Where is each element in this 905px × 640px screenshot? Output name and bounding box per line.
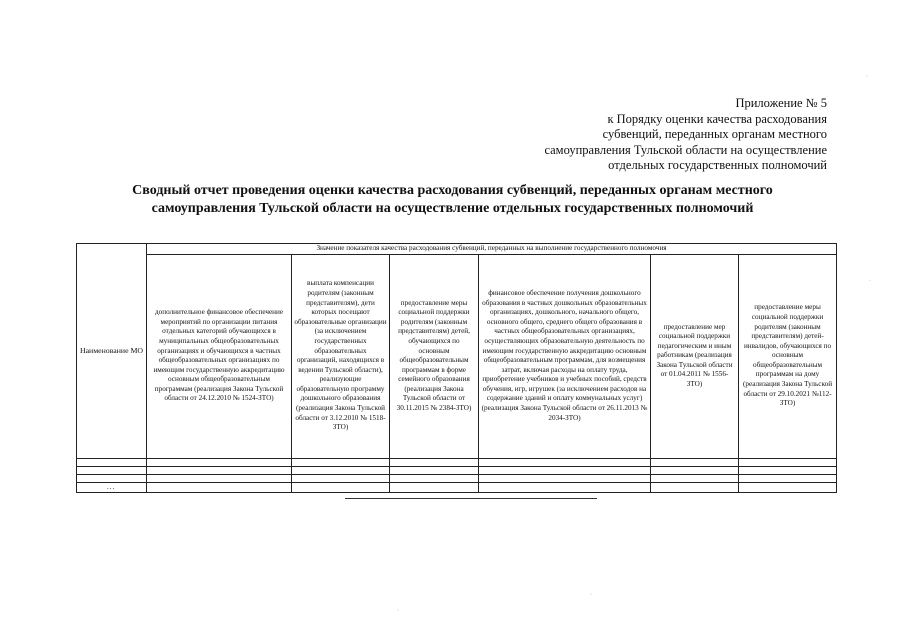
table-cell — [739, 482, 837, 493]
appendix-note — [544, 96, 827, 174]
table-cell — [147, 466, 292, 474]
header-row-span — [77, 244, 837, 255]
table-cell — [147, 482, 292, 493]
table-cell — [651, 482, 739, 493]
header-row-columns — [77, 254, 837, 458]
table-cell — [390, 474, 479, 482]
column-header-6: предоставление меры социальной поддержки родителям (законным представителям) детей-инвалидов, обучающихся по основным общеобразовательным программам на дому (реализация Закона Тульской области от 29.10.2021 №112-ЗТО) — [739, 254, 837, 458]
title-line-1: Сводный отчет проведения оценки качества расходования субвенций, переданных органам местного — [132, 183, 773, 198]
appendix-line-5: отдельных государственных полномочий — [608, 158, 827, 172]
table-cell — [147, 474, 292, 482]
table-cell — [651, 474, 739, 482]
title-line-2: самоуправления Тульской области на осуществление отдельных государственных полномочий — [151, 201, 754, 216]
column-header-5: предоставление мер социальной поддержки педагогическим и иным работникам (реализация Закона Тульской области от 01.04.2011 № 1556-ЗТО) — [651, 254, 739, 458]
table-row — [77, 466, 837, 474]
table-cell — [479, 482, 651, 493]
table-cell — [479, 474, 651, 482]
table-cell — [292, 474, 390, 482]
column-header-4: финансовое обеспечение получения дошкольного образования в частных дошкольных образовательных организациях, дошкольного, начального общего, основного общего, среднего общего образования в частных общеобразовательных организациях, осуществляющих образовательную деятельность по имеющим государственную аккредитацию основным общеобразовательным программам, для возмещения затрат, включая расходы на оплату труда, приобретение учебников и учебных пособий, средств обучения, игр, игрушек (за исключением расходов на содержание зданий и оплату коммунальных услуг) (реализация Закона Тульской области от 26.11.2013 № 2034-ЗТО) — [479, 254, 651, 458]
table-cell — [292, 466, 390, 474]
scan-speck: · — [869, 278, 871, 284]
table-cell — [651, 466, 739, 474]
table-row — [77, 458, 837, 466]
scan-speck: · — [590, 592, 592, 598]
table-cell — [739, 466, 837, 474]
appendix-line-1: Приложение № 5 — [735, 96, 827, 110]
table-cell — [77, 466, 147, 474]
appendix-line-3: субвенций, переданных органам местного — [602, 127, 827, 141]
appendix-line-4: самоуправления Тульской области на осуществление — [544, 142, 827, 157]
table-cell — [651, 458, 739, 466]
footer-mark: ... — [77, 482, 147, 493]
table-cell — [292, 482, 390, 493]
table-cell — [479, 458, 651, 466]
table-cell — [479, 466, 651, 474]
report-table — [76, 243, 837, 493]
table-cell — [390, 458, 479, 466]
scan-speck: · — [866, 74, 868, 80]
table-cell — [739, 474, 837, 482]
appendix-line-2: к Порядку оценки качества расходования — [607, 111, 827, 126]
table-cell — [77, 458, 147, 466]
scan-speck: · — [397, 608, 399, 614]
table-cell — [390, 482, 479, 493]
table-row — [77, 482, 837, 493]
separator-line — [345, 498, 597, 499]
table-cell — [147, 458, 292, 466]
table-row — [77, 474, 837, 482]
table-cell — [292, 458, 390, 466]
column-header-1: дополнительное финансовое обеспечение мероприятий по организации питания отдельных категорий обучающихся в муниципальных общеобразовательных организациях и обучающихся в частных общеобразовательных организациях по имеющим государственную аккредитацию основным общеобразовательным программам (реализация Закона Тульской области от 24.12.2010 № 1524-ЗТО) — [147, 254, 292, 458]
table-cell — [739, 458, 837, 466]
name-header: Наименование МО — [77, 244, 147, 459]
document-title — [80, 182, 825, 218]
column-header-3: предоставление меры социальной поддержки родителям (законным представителям) детей, обучающихся по основным общеобразовательным программам в форме семейного образования (реализация Закона Тульской области от 30.11.2015 № 2384-ЗТО) — [390, 254, 479, 458]
table-cell — [390, 466, 479, 474]
span-header: Значение показателя качества расходования субвенций, переданных на выполнение государственного полномочия — [147, 244, 837, 255]
column-header-2: выплата компенсации родителям (законным представителям), дети которых посещают образовательные организации (за исключением государственных образовательных организаций, находящихся в ведении Тульской области), реализующие образовательную программу дошкольного образования (реализация Закона Тульской области от 3.12.2010 № 1518-ЗТО) — [292, 254, 390, 458]
table-cell — [77, 474, 147, 482]
